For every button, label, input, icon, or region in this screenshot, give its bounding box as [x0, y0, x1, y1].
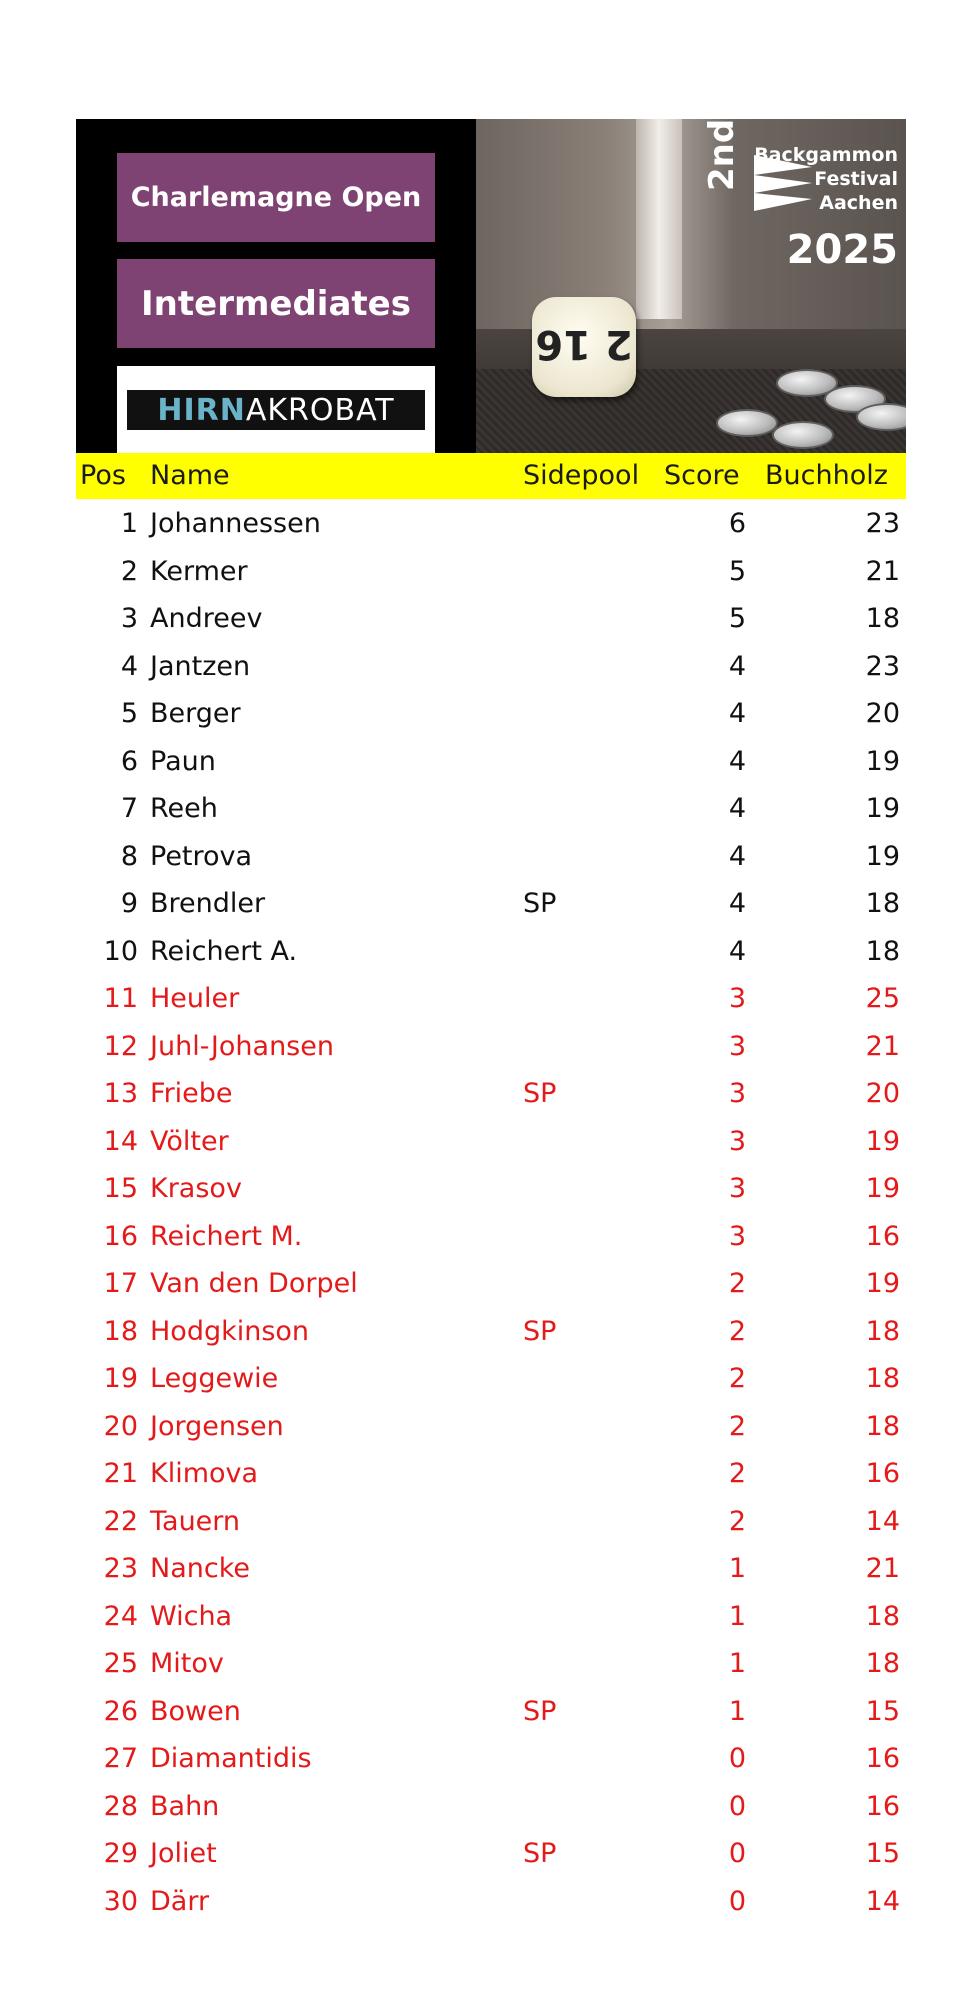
table-row	[76, 501, 906, 549]
cell-score: 3	[728, 1125, 746, 1157]
cell-score: 6	[728, 508, 746, 539]
cell-name: Völter	[150, 1125, 229, 1157]
cell-score: 4	[728, 935, 746, 967]
table-row	[76, 596, 906, 644]
festival-year: 2025	[786, 227, 898, 273]
cell-buchholz: 23	[865, 508, 900, 539]
cell-score: 0	[728, 1838, 746, 1869]
cell-buchholz: 18	[865, 1600, 900, 1632]
table-header	[76, 453, 906, 499]
festival-name	[754, 143, 898, 215]
cell-score: 2	[728, 1505, 746, 1537]
cell-pos: 16	[103, 1220, 138, 1252]
doubling-cube-face: 2 16	[535, 321, 633, 367]
cell-pos: 29	[103, 1838, 138, 1869]
header-left-panel	[76, 119, 476, 453]
cell-pos: 6	[120, 745, 138, 777]
cell-buchholz: 15	[865, 1838, 900, 1869]
cell-buchholz: 16	[865, 1458, 900, 1489]
table-row	[76, 1546, 906, 1594]
cell-buchholz: 18	[865, 935, 900, 967]
column-header-score: Score	[664, 460, 740, 491]
festival-logo	[702, 119, 898, 273]
cell-pos: 22	[103, 1505, 138, 1537]
table-row	[76, 549, 906, 597]
cell-score: 3	[728, 1173, 746, 1204]
cell-name: Klimova	[150, 1458, 259, 1489]
cell-buchholz: 21	[865, 1030, 900, 1062]
cell-pos: 5	[120, 698, 138, 729]
table-row	[76, 1641, 906, 1689]
table-row	[76, 1404, 906, 1452]
cell-pos: 1	[120, 508, 138, 539]
cell-score: 3	[728, 1030, 746, 1062]
cell-name: Heuler	[150, 983, 240, 1014]
cell-buchholz: 19	[865, 840, 900, 872]
cell-score: 3	[728, 1078, 746, 1109]
cell-pos: 10	[103, 935, 138, 967]
division-title: Intermediates	[117, 259, 435, 348]
table-row	[76, 739, 906, 787]
cell-buchholz: 23	[865, 650, 900, 682]
header-banner	[76, 119, 906, 453]
cell-pos: 30	[103, 1885, 138, 1917]
cell-name: Johannessen	[150, 508, 321, 539]
cell-name: Paun	[150, 745, 216, 777]
cell-score: 4	[728, 840, 746, 872]
festival-line: Festival	[814, 168, 898, 190]
cell-pos: 24	[103, 1600, 138, 1632]
cell-buchholz: 16	[865, 1743, 900, 1774]
cell-buchholz: 18	[865, 888, 900, 919]
cell-name: Brendler	[150, 888, 266, 919]
cell-name: Jorgensen	[150, 1410, 284, 1442]
standings-sheet	[76, 119, 906, 1926]
column-header-buchholz: Buchholz	[765, 460, 888, 491]
cell-pos: 26	[103, 1695, 138, 1727]
cell-buchholz: 20	[865, 698, 900, 729]
cell-name: Petrova	[150, 840, 253, 872]
sponsor-logo-part1: HIRN	[157, 392, 246, 428]
table-row	[76, 1831, 906, 1879]
cell-sidepool: SP	[523, 1695, 557, 1727]
cell-name: Bowen	[150, 1695, 241, 1727]
cell-score: 0	[728, 1885, 746, 1917]
cell-name: Jantzen	[150, 650, 251, 682]
cell-pos: 17	[103, 1268, 138, 1299]
cell-score: 4	[728, 698, 746, 729]
table-row	[76, 976, 906, 1024]
checker-icon	[772, 421, 834, 449]
cell-buchholz: 19	[865, 745, 900, 777]
cell-name: Juhl-Johansen	[150, 1030, 334, 1062]
cell-pos: 8	[120, 840, 138, 872]
cell-name: Joliet	[150, 1838, 217, 1869]
cell-pos: 27	[103, 1743, 138, 1774]
cell-score: 4	[728, 650, 746, 682]
table-row	[76, 691, 906, 739]
cell-name: Wicha	[150, 1600, 233, 1632]
cell-sidepool: SP	[523, 1315, 557, 1347]
photo-background-pillar	[636, 119, 682, 319]
cell-name: Leggewie	[150, 1363, 279, 1394]
cell-buchholz: 16	[865, 1220, 900, 1252]
festival-edition: 2nd	[702, 119, 742, 191]
column-header-name: Name	[150, 460, 230, 491]
cell-score: 5	[728, 555, 746, 587]
cell-score: 2	[728, 1268, 746, 1299]
cell-buchholz: 25	[865, 983, 900, 1014]
cell-buchholz: 15	[865, 1695, 900, 1727]
doubling-cube-icon	[532, 297, 636, 397]
cell-pos: 13	[103, 1078, 138, 1109]
cell-pos: 4	[120, 650, 138, 682]
cell-score: 1	[728, 1600, 746, 1632]
cell-score: 4	[728, 793, 746, 824]
cell-score: 4	[728, 745, 746, 777]
cell-buchholz: 19	[865, 1268, 900, 1299]
table-row	[76, 786, 906, 834]
sponsor-logo-box	[117, 366, 435, 453]
cell-name: Van den Dorpel	[150, 1268, 358, 1299]
cell-name: Hodgkinson	[150, 1315, 310, 1347]
cell-sidepool: SP	[523, 1078, 557, 1109]
table-row	[76, 1594, 906, 1642]
cell-score: 3	[728, 1220, 746, 1252]
cell-pos: 19	[103, 1363, 138, 1394]
festival-line: Backgammon	[754, 144, 898, 166]
table-row	[76, 1214, 906, 1262]
cell-buchholz: 18	[865, 1363, 900, 1394]
cell-name: Andreev	[150, 603, 263, 634]
table-row	[76, 1166, 906, 1214]
cell-name: Berger	[150, 698, 241, 729]
cell-score: 5	[728, 603, 746, 634]
cell-buchholz: 18	[865, 1410, 900, 1442]
table-row	[76, 1451, 906, 1499]
cell-score: 1	[728, 1553, 746, 1584]
cell-score: 2	[728, 1410, 746, 1442]
cell-buchholz: 18	[865, 1648, 900, 1679]
cell-score: 3	[728, 983, 746, 1014]
cell-pos: 20	[103, 1410, 138, 1442]
cell-pos: 2	[120, 555, 138, 587]
cell-score: 1	[728, 1695, 746, 1727]
cell-buchholz: 21	[865, 1553, 900, 1584]
checker-icon	[716, 409, 778, 437]
table-row	[76, 929, 906, 977]
table-row	[76, 1071, 906, 1119]
cell-pos: 3	[120, 603, 138, 634]
table-row	[76, 834, 906, 882]
cell-buchholz: 18	[865, 603, 900, 634]
header-photo	[476, 119, 906, 453]
cell-name: Diamantidis	[150, 1743, 312, 1774]
cell-buchholz: 20	[865, 1078, 900, 1109]
cell-name: Friebe	[150, 1078, 233, 1109]
table-row	[76, 1879, 906, 1927]
cell-pos: 25	[103, 1648, 138, 1679]
cell-name: Mitov	[150, 1648, 224, 1679]
cell-pos: 23	[103, 1553, 138, 1584]
cell-buchholz: 21	[865, 555, 900, 587]
cell-name: Tauern	[150, 1505, 241, 1537]
table-row	[76, 1689, 906, 1737]
cell-sidepool: SP	[523, 1838, 557, 1869]
cell-pos: 7	[120, 793, 138, 824]
cell-name: Reichert M.	[150, 1220, 303, 1252]
cell-score: 1	[728, 1648, 746, 1679]
cell-buchholz: 14	[865, 1885, 900, 1917]
cell-buchholz: 19	[865, 793, 900, 824]
table-row	[76, 881, 906, 929]
cell-score: 4	[728, 888, 746, 919]
cell-buchholz: 18	[865, 1315, 900, 1347]
cell-score: 2	[728, 1315, 746, 1347]
cell-pos: 18	[103, 1315, 138, 1347]
cell-score: 0	[728, 1790, 746, 1822]
table-row	[76, 1736, 906, 1784]
cell-pos: 21	[103, 1458, 138, 1489]
cell-pos: 9	[120, 888, 138, 919]
cell-pos: 12	[103, 1030, 138, 1062]
cell-pos: 28	[103, 1790, 138, 1822]
table-row	[76, 644, 906, 692]
cell-buchholz: 19	[865, 1173, 900, 1204]
cell-pos: 15	[103, 1173, 138, 1204]
cell-name: Därr	[150, 1885, 210, 1917]
cell-name: Krasov	[150, 1173, 242, 1204]
table-row	[76, 1309, 906, 1357]
column-header-pos: Pos	[80, 460, 126, 491]
event-title: Charlemagne Open	[117, 153, 435, 242]
sponsor-logo-part2: AKROBAT	[245, 392, 395, 428]
cell-pos: 14	[103, 1125, 138, 1157]
cell-name: Reeh	[150, 793, 218, 824]
standings-table-body	[76, 499, 906, 1926]
table-row	[76, 1784, 906, 1832]
cell-buchholz: 16	[865, 1790, 900, 1822]
table-row	[76, 1024, 906, 1072]
cell-score: 2	[728, 1458, 746, 1489]
cell-name: Reichert A.	[150, 935, 298, 967]
cell-pos: 11	[103, 983, 138, 1014]
table-row	[76, 1261, 906, 1309]
cell-buchholz: 19	[865, 1125, 900, 1157]
cell-score: 0	[728, 1743, 746, 1774]
sponsor-logo	[127, 390, 425, 430]
cell-name: Kermer	[150, 555, 248, 587]
cell-name: Bahn	[150, 1790, 220, 1822]
cell-score: 2	[728, 1363, 746, 1394]
table-row	[76, 1499, 906, 1547]
table-row	[76, 1356, 906, 1404]
festival-line: Aachen	[819, 192, 898, 214]
cell-sidepool: SP	[523, 888, 557, 919]
cell-buchholz: 14	[865, 1505, 900, 1537]
table-row	[76, 1119, 906, 1167]
column-header-sidepool: Sidepool	[523, 460, 640, 491]
cell-name: Nancke	[150, 1553, 250, 1584]
